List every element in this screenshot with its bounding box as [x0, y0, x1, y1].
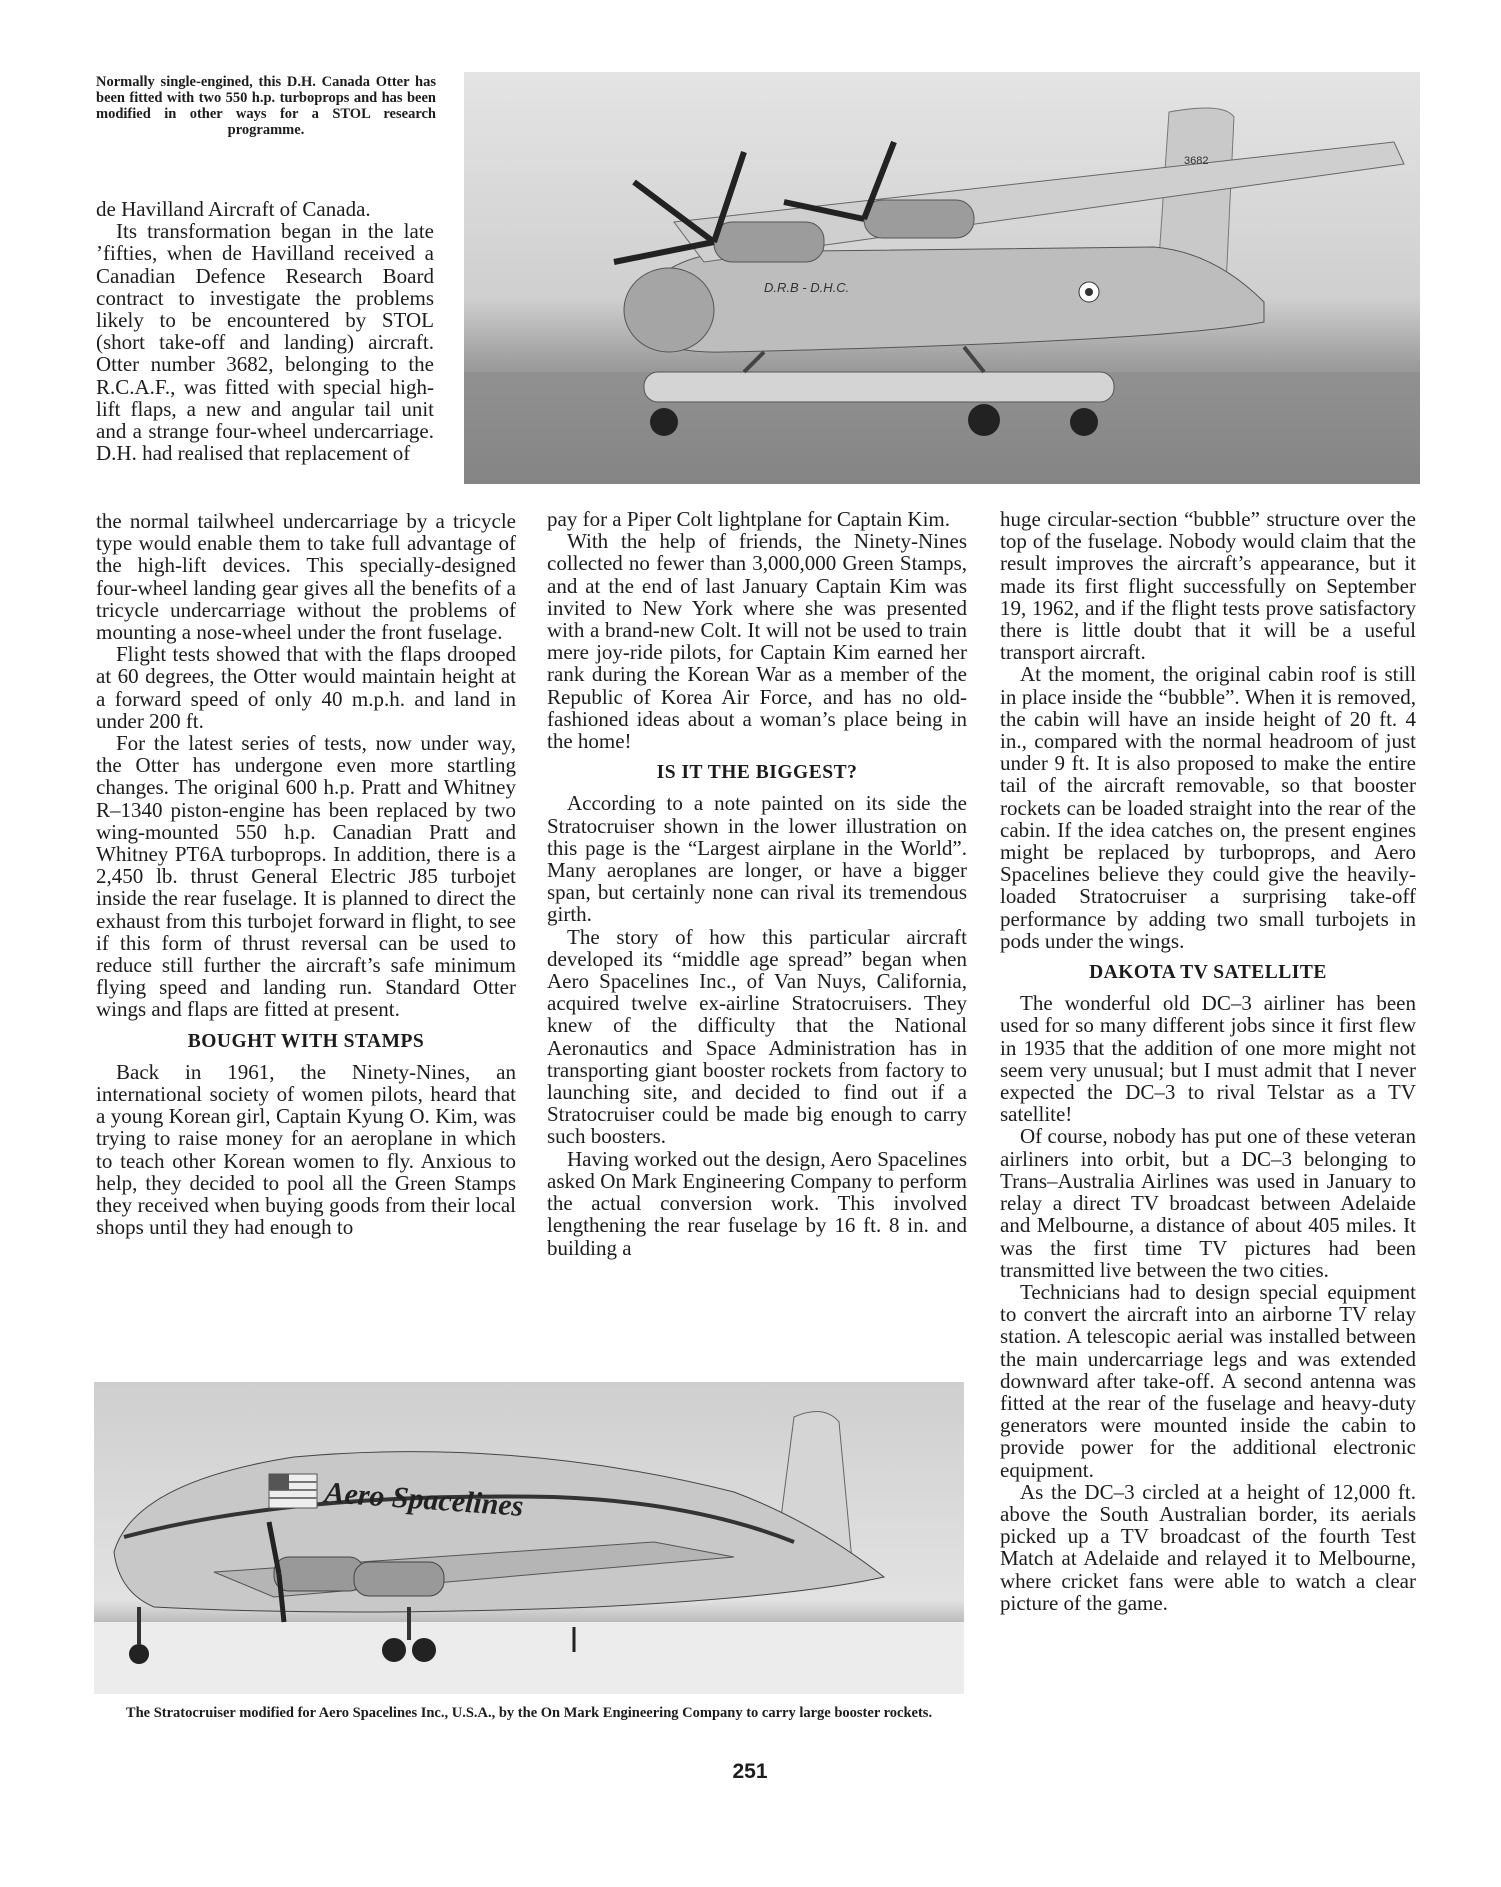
col3-paragraph-5: Technicians had to design special equipment to convert the aircraft into an airborne TV relay station. A telescopic aerial was installed between the main undercarriage legs and was extended downward after take-off. A second antenna was fitted at the rear of the fuselage and heavy-duty generators were mounted inside the cabin to provide power for the additional electronic equipment. — [1000, 1279, 1416, 1482]
col2-paragraph-5: Having worked out the design, Aero Spacelines asked On Mark Engineering Company to perform the actual conversion work. This involved lengthening the rear fuselage by 16 ft. 8 in. and building a — [547, 1146, 967, 1260]
stratocruiser-photo — [94, 1382, 964, 1694]
otter-serial-text: 3682 — [1184, 155, 1209, 167]
col3-paragraph-4: Of course, nobody has put one of these veteran airliners into orbit, but a DC–3 belonging to Trans–Australia Airlines was used in January to relay a direct TV broadcast between Adelaide and Melbourne, a distance of about 405 miles. It was the first time TV pictures had been transmitted live between the two cities. — [1000, 1124, 1416, 1282]
col1-paragraph-5: For the latest series of tests, now under way, the Otter has undergone even more startling changes. The original 600 h.p. Pratt and Whitney R–1340 piston-engine has been replaced by two wing-mounted 550 h.p. Canadian Pratt and Whitney PT6A turboprops. In addition, there is a 2,450 lb. thrust General Electric J85 turbojet inside the rear fuselage. It is planned to direct the exhaust from this turbojet forward in flight, to see if this form of thrust reversal can be used to reduce still further the aircraft’s safe minimum flying speed and landing run. Standard Otter wings and flaps are fitted at present. — [96, 731, 516, 1022]
col1-paragraph-1: de Havilland Aircraft of Canada. — [96, 197, 371, 221]
otter-photo — [464, 72, 1420, 484]
col3-paragraph-2: At the moment, the original cabin roof is still in place inside the “bubble”. When it is removed, the cabin will have an inside height of 20 ft. 4 in., compared with the normal headroom of just under 9 ft. It is also proposed to make the entire tail of the aircraft removable, so that booster rockets can be loaded straight into the rear of the cabin. If the idea catches on, the present engines might be replaced by turboprops, and Aero Spacelines believe they could give the heavily-loaded Stratocruiser a surprising take-off performance by adding two small turbojets in pods under the wings. — [1000, 662, 1416, 953]
col1-paragraph-2: Its transformation began in the late ’fifties, when de Havilland received a Canadian Defence Research Board contract to investigate the problems likely to be encountered by STOL (short take-off and landing) aircraft. Otter number 3682, belonging to the R.C.A.F., was fitted with special high-lift flaps, a new and angular tail unit and a strange four-wheel undercarriage. D.H. had realised that replacement of — [96, 219, 434, 466]
heading-bought-with-stamps: BOUGHT WITH STAMPS — [187, 1030, 425, 1052]
otter-marking-text: D.R.B - D.H.C. — [764, 280, 850, 295]
col2-paragraph-4: The story of how this particular aircraft developed its “middle age spread” began when Aero Spacelines Inc., of Van Nuys, California, acquired twelve ex-airline Stratocruisers. They knew of the difficulty that the National Aeronautics and Space Administration has in transporting giant booster rockets from factory to launching site, and decided to find out if a Stratocruiser could be made big enough to carry such boosters. — [547, 924, 967, 1149]
column-2 — [547, 508, 967, 1259]
col1-paragraph-3: the normal tailwheel undercarriage by a tricycle type would enable them to take full advantage of the high-lift devices. This specially-designed four-wheel landing gear gives all the benefits of a tricycle undercarriage without the problems of mounting a nose-wheel under the front fuselage. — [96, 509, 516, 645]
page-number: 251 — [732, 1760, 768, 1783]
col3-paragraph-3: The wonderful old DC–3 airliner has been used for so many different jobs since it first flew in 1935 that the addition of one more might not seem very unusual; but I must admit that I never expected the DC–3 to rival Telstar as a TV satellite! — [1000, 991, 1416, 1127]
heading-is-it-the-biggest: IS IT THE BIGGEST? — [656, 762, 858, 784]
col2-paragraph-2: With the help of friends, the Ninety-Nines collected no fewer than 3,000,000 Green Stamps, and at the end of last January Captain Kim was invited to New York where she was presented with a brand-new Colt. It will not be used to train mere joy-ride pilots, for Captain Kim earned her rank during the Korean War as a member of the Republic of Korea Air Force, and has no old-fashioned ideas about a woman’s place being in the home! — [547, 529, 967, 754]
bottom-photo-caption: The Stratocruiser modified for Aero Spacelines Inc., U.S.A., by the On Mark Engineering Company to carry large booster rockets. — [125, 1705, 933, 1721]
col2-paragraph-1: pay for a Piper Colt lightplane for Captain Kim. — [547, 507, 950, 531]
col3-paragraph-1: huge circular-section “bubble” structure over the top of the fuselage. Nobody would claim that the result improves the aircraft’s appearance, but it made its first flight successfully on September 19, 1962, and if the flight tests prove satisfactory there is little doubt that it will be a useful transport aircraft. — [1000, 507, 1416, 665]
col2-paragraph-3: According to a note painted on its side the Stratocruiser shown in the lower illustration on this page is the “Largest airplane in the World”. Many aeroplanes are longer, or have a bigger span, but certainly none can rival its tremendous girth. — [547, 791, 967, 927]
col3-paragraph-6: As the DC–3 circled at a height of 12,000 ft. above the South Australian border, its aerials picked up a TV broadcast of the fourth Test Match at Adelaide and relayed it to Melbourne, where cricket fans were able to watch a clear picture of the game. — [1000, 1479, 1416, 1615]
col1-paragraph-6: Back in 1961, the Ninety-Nines, an international society of women pilots, heard that a young Korean girl, Captain Kyung O. Kim, was trying to raise money for an aeroplane in which to teach other Korean women to fly. Anxious to help, they decided to pool all the Green Stamps they received when buying goods from their local shops until they had enough to — [96, 1059, 516, 1240]
column-1-continued — [96, 510, 516, 1239]
column-1 — [96, 198, 434, 464]
aero-spacelines-lettering: Aero Spacelines — [323, 1476, 525, 1523]
column-3 — [1000, 508, 1416, 1614]
heading-dakota-tv-satellite: DAKOTA TV SATELLITE — [1089, 962, 1327, 984]
top-photo-caption: Normally single-engined, this D.H. Canada Otter has been fitted with two 550 h.p. turboprops and has been modified in other ways for a STOL research programme. — [96, 74, 436, 138]
col1-paragraph-4: Flight tests showed that with the flaps drooped at 60 degrees, the Otter would maintain height at a forward speed of only 40 m.p.h. and land in under 200 ft. — [96, 642, 516, 733]
